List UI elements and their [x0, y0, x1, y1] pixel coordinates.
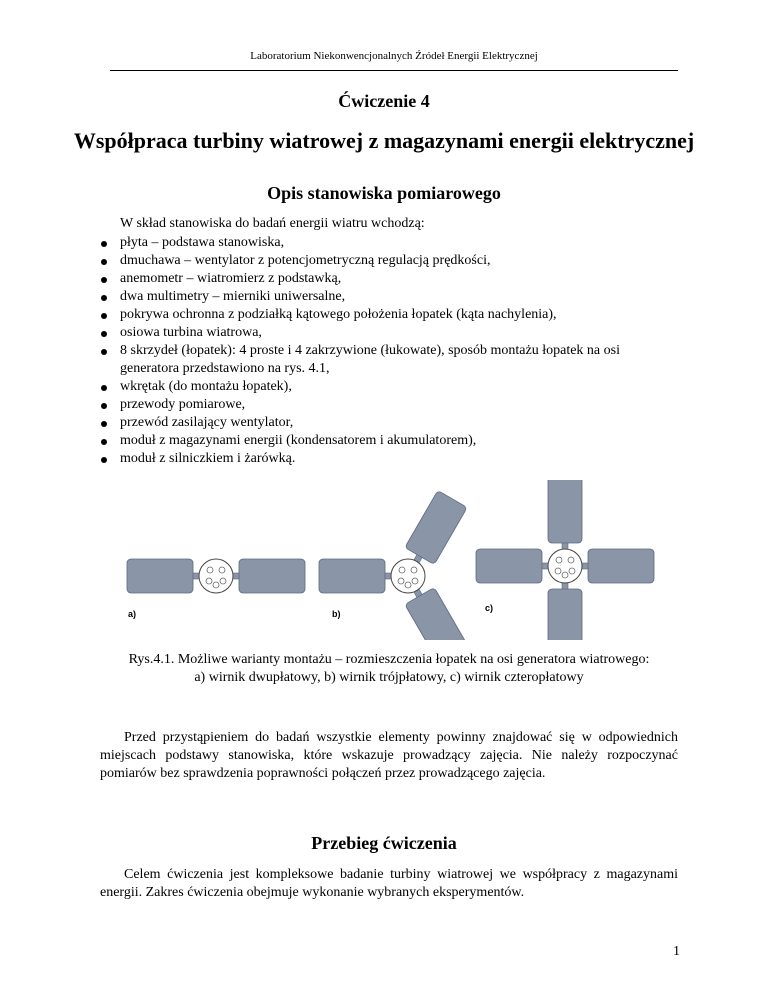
page-number: 1: [673, 944, 680, 959]
blade: [319, 559, 396, 593]
header-rule: [110, 70, 678, 71]
list-item: anemometr – wiatromierz z podstawką,: [100, 270, 678, 288]
blade: [228, 559, 305, 593]
list-item: dwa multimetry – mierniki uniwersalne,: [100, 288, 678, 306]
blade-paddle: [405, 490, 467, 564]
label-b: b): [332, 609, 341, 619]
procedure-paragraph: Celem ćwiczenia jest kompleksowe badanie turbiny wiatrowej we współpracy z magazynami energii. Zakres ćwiczenia obejmuje wykonanie wybranych eksperymentów.: [100, 867, 678, 900]
figure-caption: [100, 651, 678, 687]
blade-paddle: [319, 559, 385, 593]
blade: [548, 480, 582, 554]
list-item: dmuchawa – wentylator z potencjometryczną regulacją prędkości,: [100, 252, 678, 270]
exercise-number: Ćwiczenie 4: [338, 91, 430, 111]
rotor-variants-figure: [118, 480, 658, 640]
list-item: wkrętak (do montażu łopatek),: [100, 378, 678, 396]
list-item: osiowa turbina wiatrowa,: [100, 324, 678, 342]
list-item: płyta – podstawa stanowiska,: [100, 234, 678, 252]
blade: [577, 549, 654, 583]
blade-paddle: [548, 480, 582, 543]
caption-line-2: a) wirnik dwupłatowy, b) wirnik trójpłatowy, c) wirnik czteropłatowy: [194, 670, 584, 685]
section-title-description: Opis stanowiska pomiarowego: [267, 183, 501, 203]
running-header: Laboratorium Niekonwencjonalnych Źródeł Energii Elektrycznej: [250, 50, 538, 62]
blade: [127, 559, 204, 593]
list-item: pokrywa ochronna z podziałką kątowego położenia łopatek (kąta nachylenia),: [100, 306, 678, 324]
list-item: moduł z silniczkiem i żarówką.: [100, 450, 678, 468]
exercise-title: Współpraca turbiny wiatrowej z magazynami energii elektrycznej: [73, 128, 695, 153]
blade-paddle: [476, 549, 542, 583]
section-title-procedure: Przebieg ćwiczenia: [311, 833, 457, 853]
rotor-variants-illustration: [118, 480, 658, 640]
list-item: przewód zasilający wentylator,: [100, 414, 678, 432]
blade-paddle: [127, 559, 193, 593]
label-c: c): [485, 603, 494, 613]
blade-paddle: [588, 549, 654, 583]
list-item: przewody pomiarowe,: [100, 396, 678, 414]
two-blade-rotor: [127, 559, 305, 593]
equipment-intro: W skład stanowiska do badań energii wiatru wchodzą:: [120, 216, 425, 231]
equipment-list: [100, 234, 678, 468]
blade-paddle: [239, 559, 305, 593]
three-blade-rotor: [319, 490, 467, 640]
list-item: 8 skrzydeł (łopatek): 4 proste i 4 zakrzywione (łukowate), sposób montażu łopatek na osi generatora przedstawiono na rys. 4.1,: [100, 342, 678, 378]
preparation-paragraph: Przed przystąpieniem do badań wszystkie elementy powinny znajdować się w odpowiednich miejscach podstawy stanowiska, które wskazuje prowadzący zajęcia. Nie należy rozpoczynać pomiarów bez sprawdzenia poprawności połączeń przez prowadzącego zajęcia.: [100, 730, 678, 781]
blade-paddle: [405, 587, 467, 640]
caption-line-1: Rys.4.1. Możliwe warianty montażu – rozmieszczenia łopatek na osi generatora wiatrowego:: [128, 652, 650, 667]
blade: [548, 578, 582, 640]
blade: [476, 549, 553, 583]
list-item: moduł z magazynami energii (kondensatorem i akumulatorem),: [100, 432, 678, 450]
label-a: a): [128, 609, 137, 619]
four-blade-rotor: [476, 480, 654, 640]
blade-paddle: [548, 589, 582, 640]
